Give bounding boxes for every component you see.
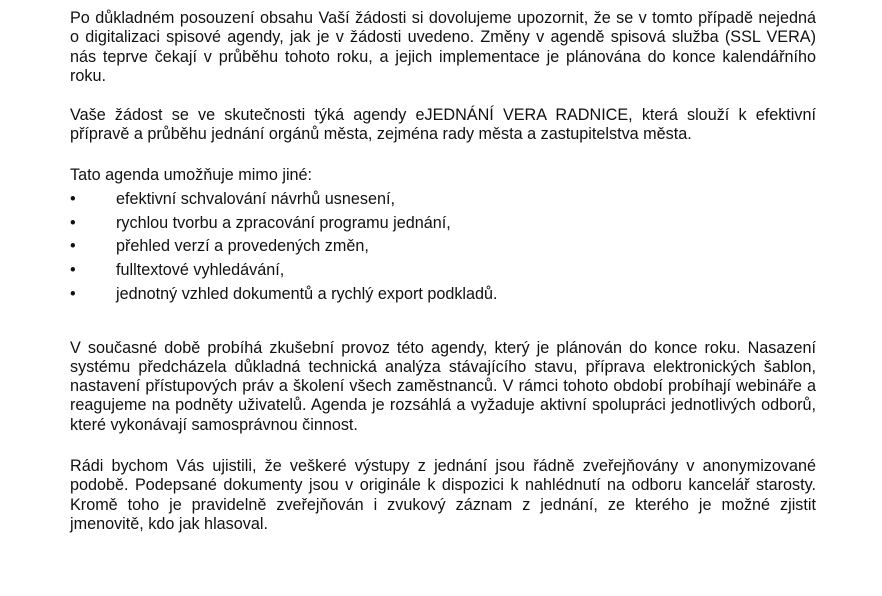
bullet-icon: • xyxy=(70,190,76,209)
list-item-text: přehled verzí a provedených změn, xyxy=(116,237,369,256)
agenda-features-list xyxy=(70,188,816,306)
paragraph-publication-assurance: Rádi bychom Vás ujistili, že veškeré výstupy z jednání jsou řádně zveřejňovány v anonymizované podobě. Podepsané dokumenty jsou v originále k dispozici k nahlédnutí na odboru kancelář starosty. Kromě toho je pravidelně zveřejňován i zvukový záznam z jednání, ze kterého je možné zjistit jmenovitě, kdo jak hlasoval. xyxy=(70,457,816,533)
list-item-text: rychlou tvorbu a zpracování programu jednání, xyxy=(116,213,451,232)
bullet-icon: • xyxy=(70,237,76,256)
bullet-icon: • xyxy=(70,284,76,303)
list-item xyxy=(70,188,816,212)
paragraph-agenda-features-intro: Tato agenda umožňuje mimo jiné: xyxy=(70,165,313,184)
list-item-text: jednotný vzhled dokumentů a rychlý export podkladů. xyxy=(116,284,498,303)
list-item-text: fulltextové vyhledávání, xyxy=(116,261,285,280)
list-item xyxy=(70,283,816,307)
list-item xyxy=(70,259,816,283)
paragraph-trial-operation: V současné době probíhá zkušební provoz této agendy, který je plánován do konce roku. Nasazení systému předcházela důkladná technická analýza stávajícího stavu, příprava elektronických šablon, nastavení přístupových práv a školení všech zaměstnanců. V rámci tohoto období probíhají webináře a reagujeme na podněty uživatelů. Agenda je rozsáhlá a vyžaduje aktivní spolupráci jednotlivých odborů, které vykonávají samosprávnou činnost. xyxy=(70,338,816,434)
list-item xyxy=(70,235,816,259)
paragraph-request-assessment: Po důkladném posouzení obsahu Vaší žádosti si dovolujeme upozornit, že se v tomto případě nejedná o digitalizaci spisové agendy, jak je v žádosti uvedeno. Změny v agendě spisová služba (SSL VERA) nás teprve čekají v průběhu tohoto roku, a jejich implementace je plánována do konce kalendářního roku. xyxy=(70,9,816,85)
list-item xyxy=(70,212,816,236)
bullet-icon: • xyxy=(70,213,76,232)
list-item-text: efektivní schvalování návrhů usnesení, xyxy=(116,190,395,209)
document-page xyxy=(70,9,816,554)
bullet-icon: • xyxy=(70,261,76,280)
paragraph-agenda-identification: Vaše žádost se ve skutečnosti týká agendy eJEDNÁNÍ VERA RADNICE, která slouží k efektivní přípravě a průběhu jednání orgánů města, zejména rady města a zastupitelstva města. xyxy=(70,106,816,144)
